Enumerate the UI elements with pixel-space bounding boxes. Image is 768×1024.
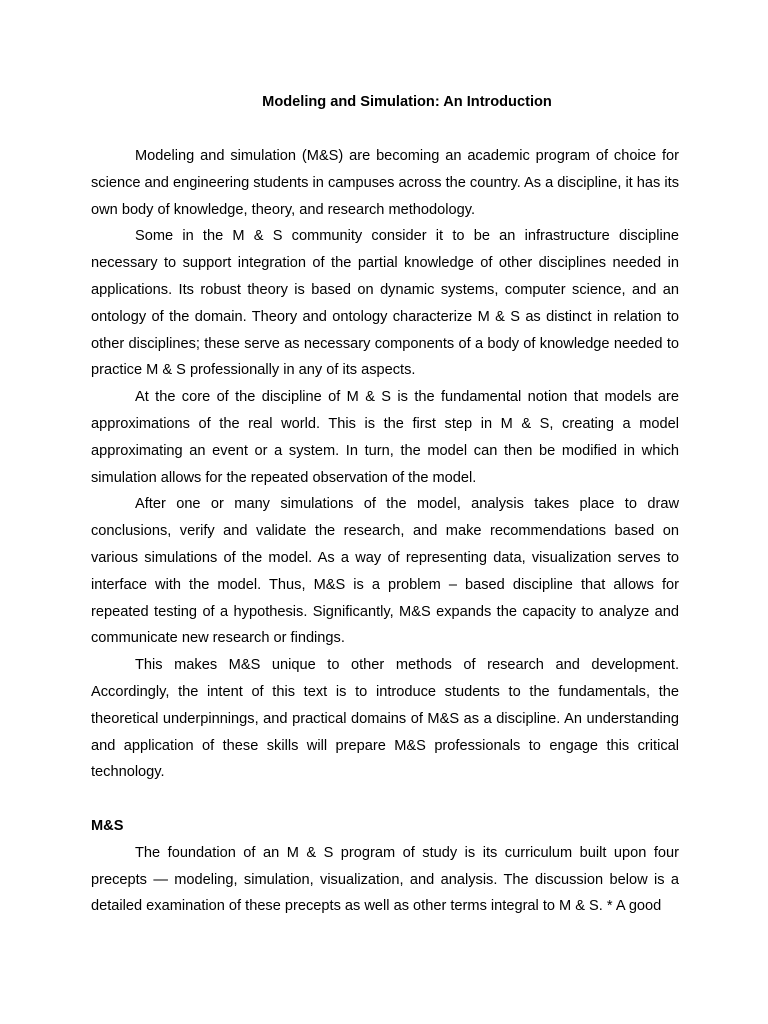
document-title: Modeling and Simulation: An Introduction (262, 94, 552, 110)
section-paragraph: The foundation of an M & S program of study is its curriculum built upon four precepts — modeling, simulation, visualization, and analysis. The discussion below is a detailed examination of these precepts as well as other terms integral to M & S. * A good (91, 844, 679, 915)
paragraph: After one or many simulations of the model, analysis takes place to draw conclusions, verify and validate the research, and make recommendations based on various simulations of the model. As a way of representing data, visualization serves to interface with the model. Thus, M&S is a problem – based discipline that allows for repeated testing of a hypothesis. Significantly, M&S expands the capacity to analyze and communicate new research or findings. (91, 496, 679, 647)
paragraph: Modeling and simulation (M&S) are becoming an academic program of choice for science and engineering students in campuses across the country. As a discipline, it has its own body of knowledge, theory, and research methodology. (91, 148, 679, 218)
document-body (91, 143, 679, 920)
section-spacer (91, 786, 679, 813)
paragraph: This makes M&S unique to other methods of research and development. Accordingly, the intent of this text is to introduce students to the fundamentals, the theoretical underpinnings, and practical domains of M&S as a discipline. An understanding and application of these skills will prepare M&S professionals to engage this critical technology. (91, 657, 679, 781)
paragraph: Some in the M & S community consider it to be an infrastructure discipline necessary to support integration of the partial knowledge of other disciplines needed in applications. Its robust theory is based on dynamic systems, computer science, and an ontology of the domain. Theory and ontology characterize M & S as distinct in relation to other disciplines; these serve as necessary components of a body of knowledge needed to practice M & S professionally in any of its aspects. (91, 228, 679, 379)
paragraph: At the core of the discipline of M & S is the fundamental notion that models are approximations of the real world. This is the first step in M & S, creating a model approximating an event or a system. In turn, the model can then be modified in which simulation allows for the repeated observation of the model. (91, 389, 679, 486)
section-heading: M&S (91, 817, 124, 834)
